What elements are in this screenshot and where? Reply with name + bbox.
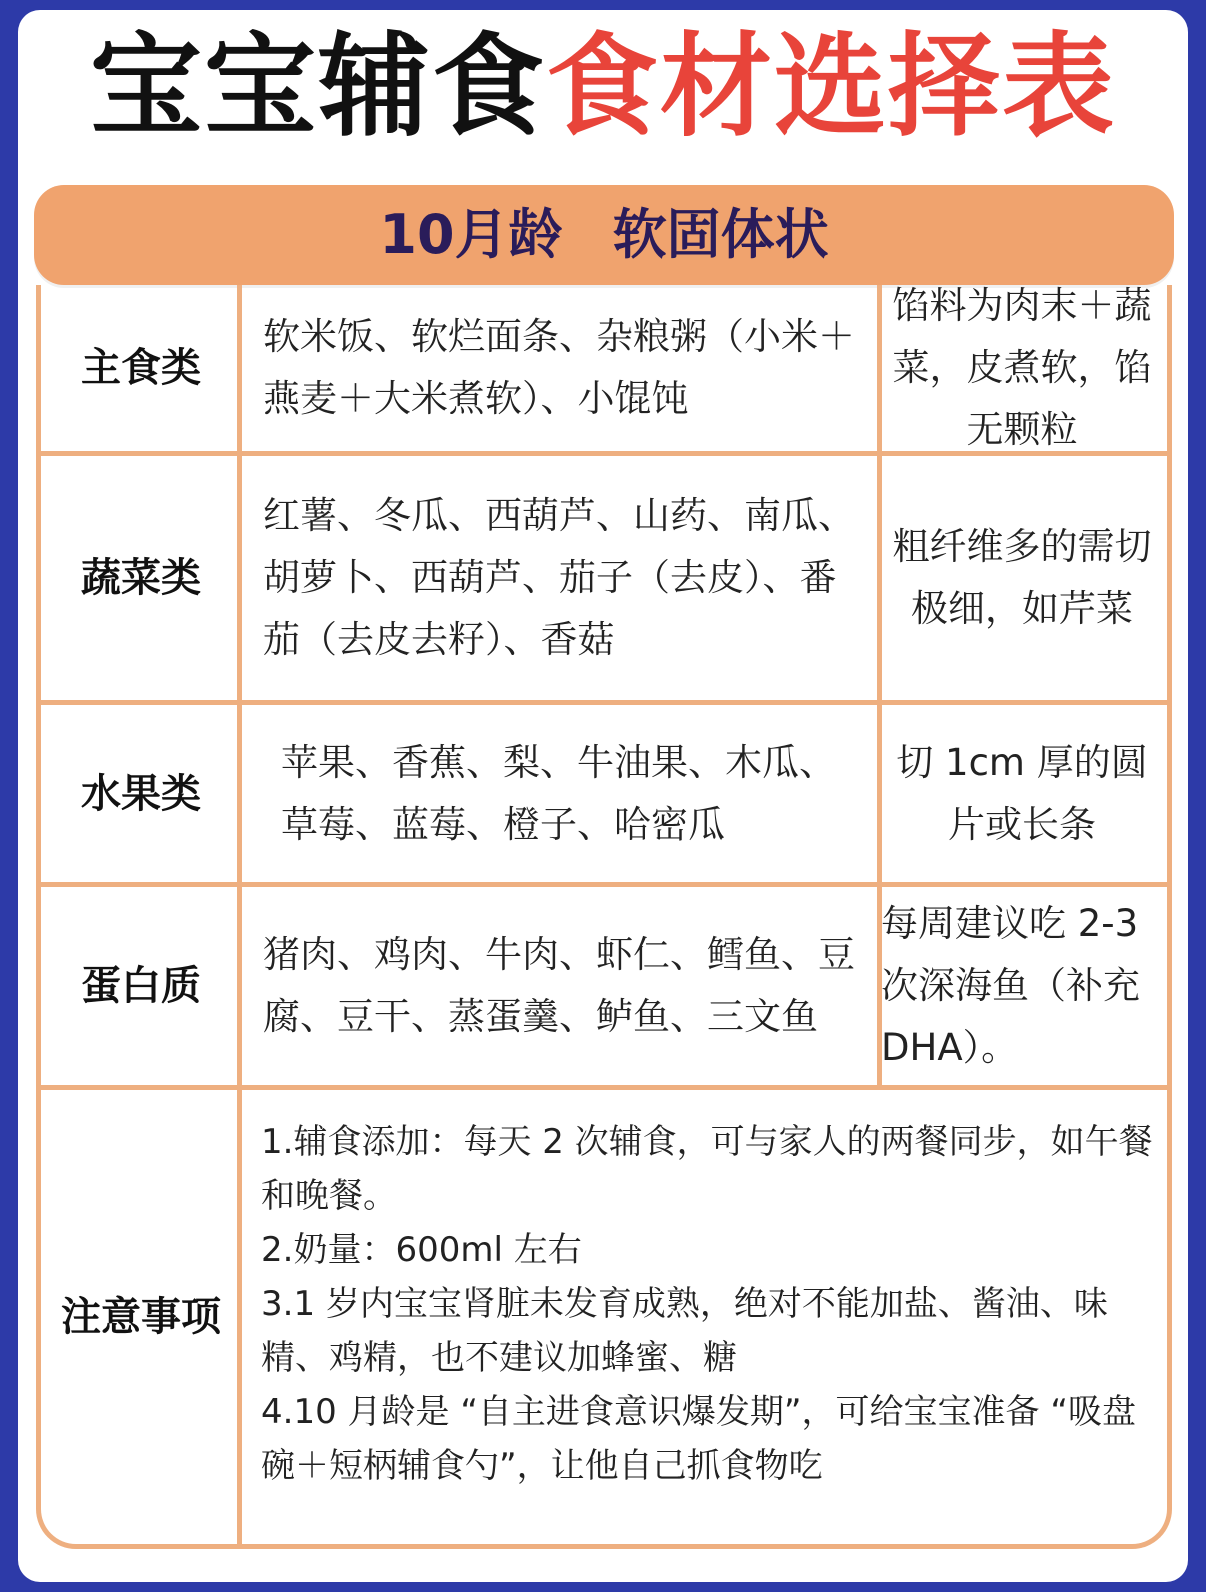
category-notes: 注意事项: [61, 1294, 221, 1340]
note-item-4: 4.10 月龄是 “自主进食意识爆发期”，可给宝宝准备 “吸盘碗＋短柄辅食勺”，让他自己抓食物吃: [261, 1392, 1136, 1486]
page-title: [0, 22, 1206, 152]
title-part-red: 食材选择表: [546, 22, 1116, 152]
foods-fruit: 苹果、香蕉、梨、牛油果、木瓜、草莓、蓝莓、橙子、哈密瓜: [281, 740, 836, 846]
notes-list: [261, 1115, 1161, 1493]
food-table: [36, 285, 1172, 1549]
banner-age: 10月龄: [379, 203, 563, 266]
note-item-3: 3.1 岁内宝宝肾脏未发育成熟，绝对不能加盐、酱油、味精、鸡精，也不建议加蜂蜜、糖: [261, 1284, 1108, 1378]
note-fruit: 切 1cm 厚的圆片或长条: [896, 740, 1148, 846]
title-part-black: 宝宝辅食: [90, 22, 546, 152]
foods-protein: 猪肉、鸡肉、牛肉、虾仁、鳕鱼、豆腐、豆干、蒸蛋羹、鲈鱼、三文鱼: [263, 933, 855, 1038]
foods-staple: 软米饭、软烂面条、杂粮粥（小米＋燕麦＋大米煮软）、小馄饨: [263, 315, 855, 420]
note-item-2: 2.奶量：600ml 左右: [261, 1230, 582, 1270]
foods-vegetable: 红薯、冬瓜、西葫芦、山药、南瓜、胡萝卜、西葫芦、茄子（去皮）、番茄（去皮去籽）、香菇: [263, 494, 855, 661]
note-item-1: 1.辅食添加：每天 2 次辅食，可与家人的两餐同步，如午餐和晚餐。: [261, 1122, 1153, 1216]
note-protein: 每周建议吃 2-3 次深海鱼（补充 DHA）。: [881, 902, 1140, 1069]
category-vegetable: 蔬菜类: [81, 555, 201, 601]
category-protein: 蛋白质: [81, 963, 201, 1009]
category-fruit: 水果类: [81, 770, 201, 817]
category-staple: 主食类: [81, 345, 201, 391]
note-staple: 馅料为肉末＋蔬菜，皮煮软，馅无颗粒: [892, 284, 1152, 451]
note-vegetable: 粗纤维多的需切极细，如芹菜: [892, 525, 1152, 630]
age-banner: [34, 185, 1174, 285]
banner-texture: 软固体状: [612, 203, 829, 266]
